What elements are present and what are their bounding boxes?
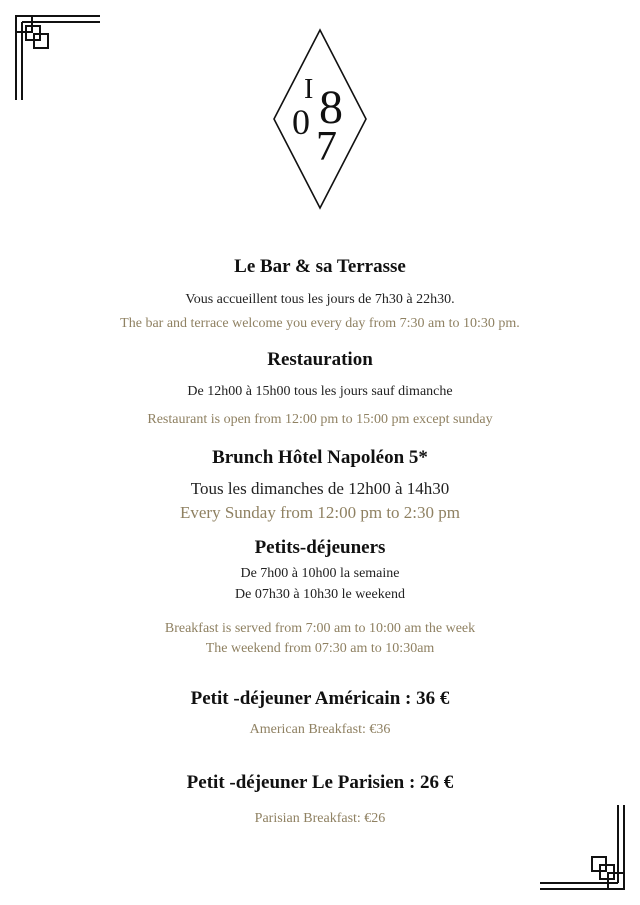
- bar-terrace-fr: Vous accueillent tous les jours de 7h30 à 22h30.: [185, 292, 455, 307]
- logo-digit-8: 8: [319, 81, 343, 134]
- hotel-logo: [272, 28, 368, 210]
- logo-digit-1: I: [304, 74, 314, 105]
- breakfast-fr-line1: De 7h00 à 10h00 la semaine: [240, 566, 400, 581]
- american-breakfast-en: American Breakfast: €36: [249, 722, 391, 737]
- logo-digit-7: 7: [316, 124, 337, 170]
- logo-digit-0: 0: [292, 102, 310, 142]
- breakfast-title: Petits-déjeuners: [254, 537, 386, 558]
- breakfast-fr-line2: De 07h30 à 10h30 le weekend: [235, 587, 405, 602]
- restaurant-fr: De 12h00 à 15h00 tous les jours sauf dimanche: [187, 384, 453, 399]
- bar-terrace-en: The bar and terrace welcome you every day from 7:30 am to 10:30 pm.: [120, 316, 520, 331]
- restaurant-title: Restauration: [267, 349, 373, 370]
- bar-terrace-title: Le Bar & sa Terrasse: [234, 256, 406, 277]
- restaurant-en: Restaurant is open from 12:00 pm to 15:00 pm except sunday: [147, 412, 493, 427]
- corner-ornament-top-left: [14, 14, 102, 102]
- brunch-title: Brunch Hôtel Napoléon 5*: [212, 447, 428, 468]
- parisien-breakfast-en: Parisian Breakfast: €26: [254, 811, 386, 826]
- breakfast-en-line2: The weekend from 07:30 am to 10:30am: [205, 641, 435, 656]
- breakfast-en-line1: Breakfast is served from 7:00 am to 10:00 am the week: [164, 621, 476, 636]
- parisien-breakfast-title: Petit -déjeuner Le Parisien : 26 €: [186, 772, 454, 793]
- american-breakfast-title: Petit -déjeuner Américain : 36 €: [190, 688, 450, 709]
- brunch-en: Every Sunday from 12:00 pm to 2:30 pm: [179, 503, 460, 522]
- brunch-fr: Tous les dimanches de 12h00 à 14h30: [190, 479, 450, 498]
